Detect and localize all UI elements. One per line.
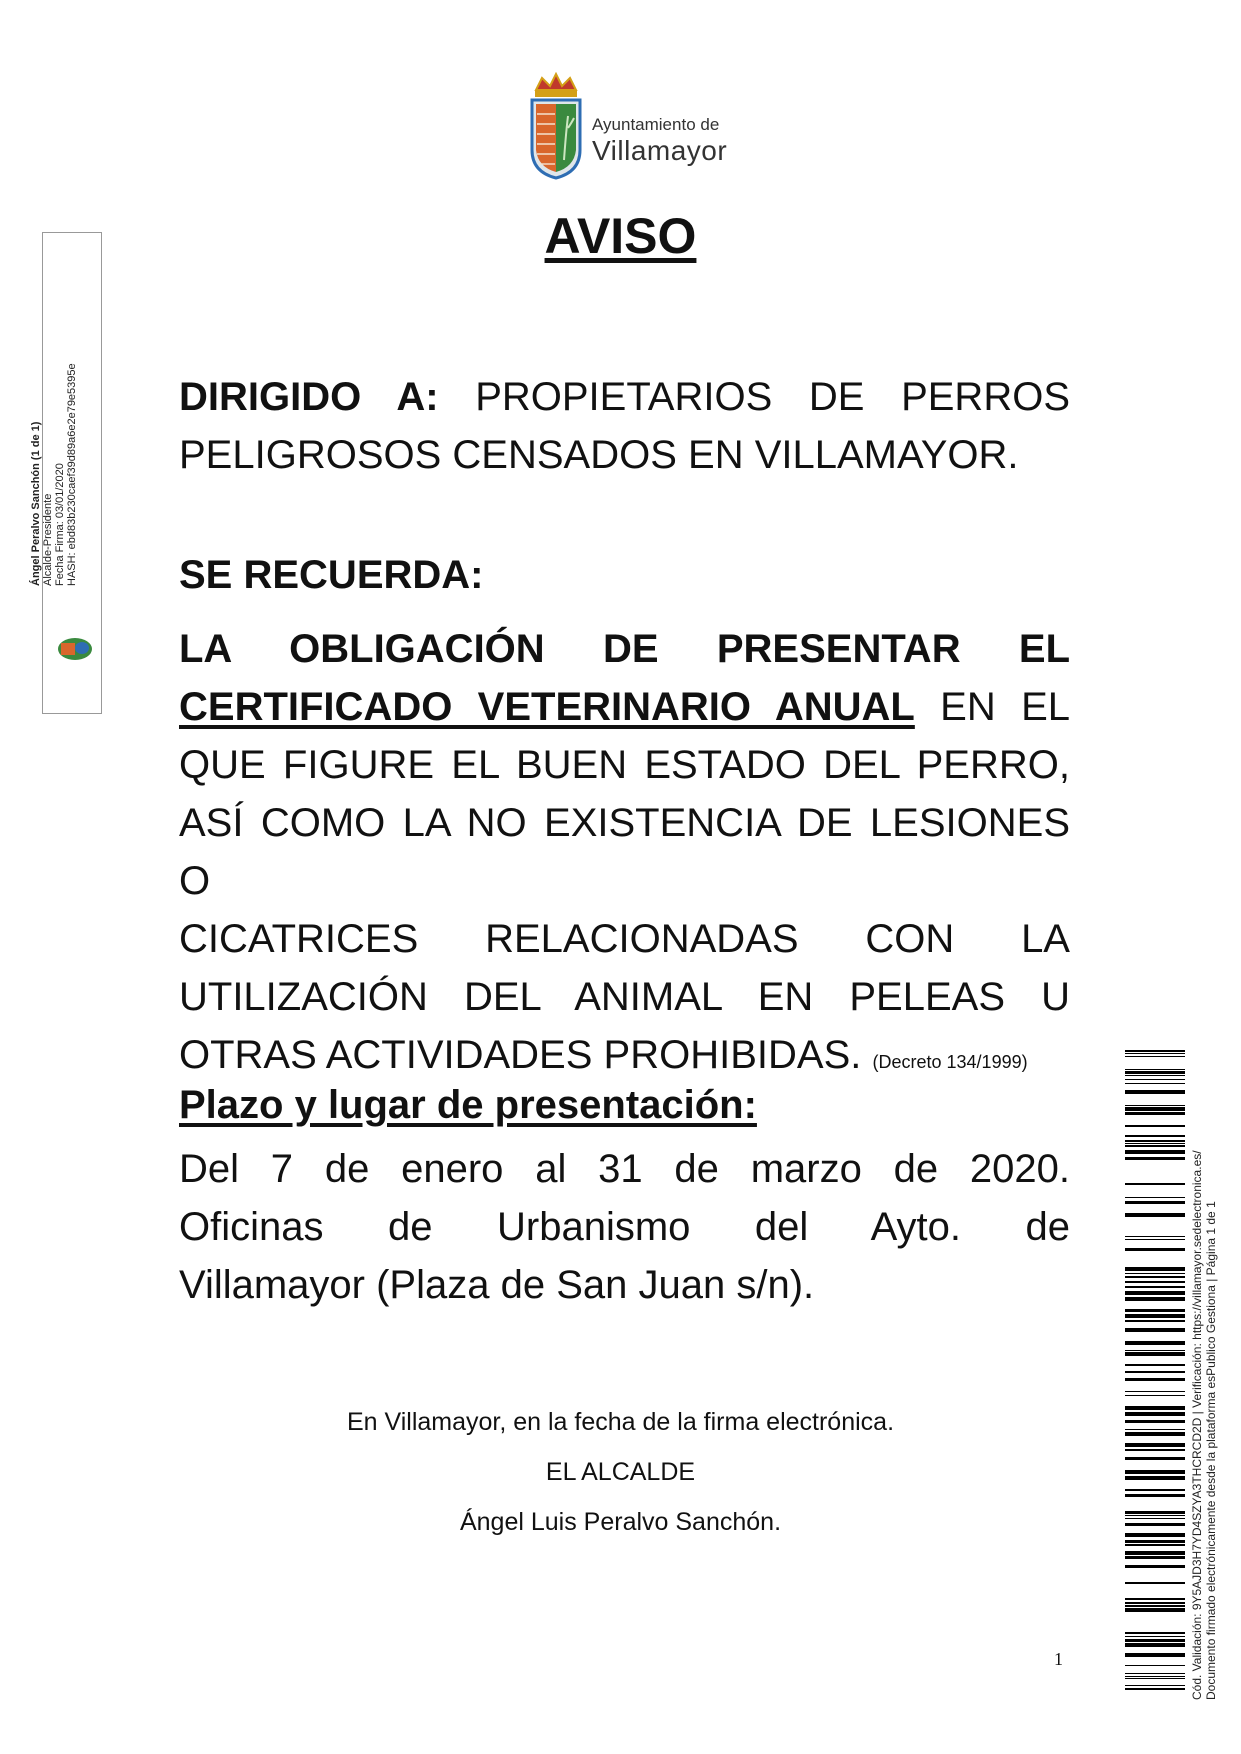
- org-name-small: Ayuntamiento de: [592, 115, 720, 134]
- validation-text: [1190, 1100, 1218, 1700]
- place-date: En Villamayor, en la fecha de la firma electrónica.: [346, 1408, 895, 1436]
- signature-stamp-text: [30, 316, 78, 586]
- reminder-body: [179, 620, 1070, 1091]
- reminder-line: ASÍ COMO LA NO EXISTENCIA DE LESIONES O: [179, 801, 1070, 903]
- addressee-text-line1: PROPIETARIOS DE PERROS: [475, 375, 1070, 419]
- reminder-line: QUE FIGURE EL BUEN ESTADO DEL PERRO,: [179, 743, 1070, 787]
- page-title: AVISO: [544, 208, 697, 264]
- stamp-date: Fecha Firma: 03/01/2020: [54, 463, 66, 586]
- stamp-position: Alcalde-Presidente: [42, 493, 54, 586]
- signer-role: EL ALCALDE: [545, 1458, 696, 1486]
- addressee-text-line2: PELIGROSOS CENSADOS EN VILLAMAYOR.: [179, 433, 1019, 477]
- org-name: Villamayor: [592, 135, 728, 166]
- deadline-body: [179, 1140, 1070, 1314]
- reminder-heading: SE RECUERDA:: [179, 553, 484, 597]
- decree-reference: (Decreto 134/1999): [872, 1052, 1028, 1072]
- deadline-line: Oficinas de Urbanismo del Ayto. de: [179, 1205, 1070, 1249]
- reminder-line-certificado: [179, 678, 1070, 736]
- validation-line1: Cód. Validación: 9Y5AJD3H7YD4SZYA3THCRCD2D | Verificación: https://villamayor.sedelectronica.es/: [1190, 1150, 1204, 1700]
- deadline-last-line: Villamayor (Plaza de San Juan s/n).: [179, 1263, 815, 1307]
- addressee-section: [179, 368, 1070, 484]
- coat-of-arms-icon: [528, 72, 584, 180]
- stamp-seal-icon: [56, 636, 94, 662]
- reminder-bold-line: LA OBLIGACIÓN DE PRESENTAR EL: [179, 627, 1070, 671]
- deadline-line: Del 7 de enero al 31 de marzo de 2020.: [179, 1147, 1070, 1191]
- barcode-icon: [1125, 1050, 1185, 1695]
- signer-name: Ángel Luis Peralvo Sanchón.: [459, 1508, 782, 1536]
- stamp-hash: HASH: ebd83b230caef39d89a6e2e79e5395e: [66, 363, 78, 586]
- validation-line2: Documento firmado electrónicamente desde la plataforma esPublico Gestiona | Página 1 de 1: [1204, 1201, 1218, 1700]
- certificate-emphasis: CERTIFICADO VETERINARIO ANUAL: [179, 685, 915, 729]
- page-number: 1: [1054, 1649, 1063, 1669]
- reminder-line: CICATRICES RELACIONADAS CON LA: [179, 917, 1070, 961]
- reminder-line2-rest: EN EL: [914, 685, 1070, 729]
- reminder-last-line: OTRAS ACTIVIDADES PROHIBIDAS.: [179, 1033, 862, 1077]
- stamp-signer: Ángel Peralvo Sanchón (1 de 1): [30, 421, 42, 586]
- addressee-label: DIRIGIDO A:: [179, 375, 439, 419]
- deadline-heading: Plazo y lugar de presentación:: [179, 1083, 757, 1127]
- reminder-line: UTILIZACIÓN DEL ANIMAL EN PELEAS U: [179, 975, 1070, 1019]
- municipal-logo: [528, 72, 728, 180]
